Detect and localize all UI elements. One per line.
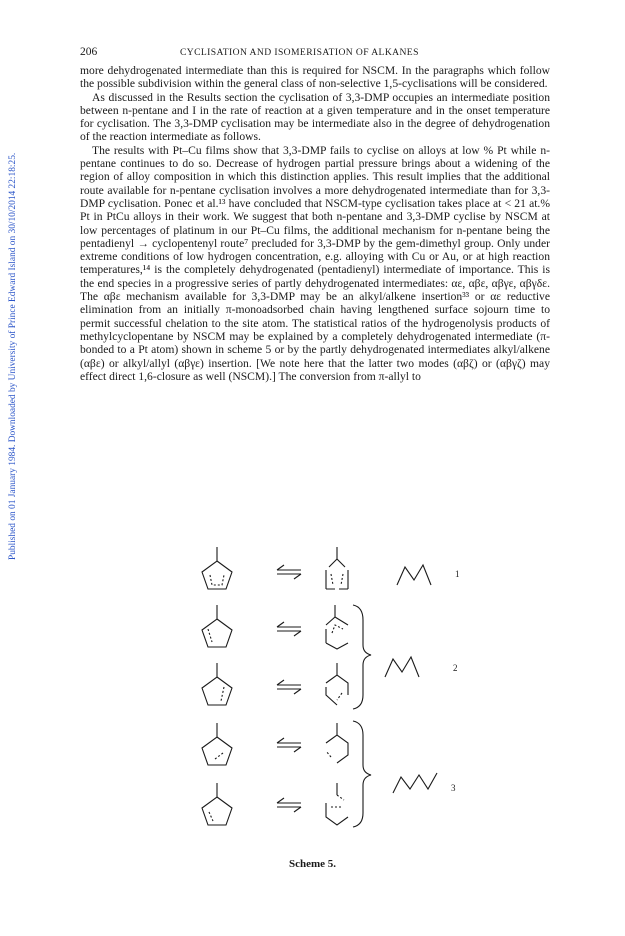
paragraph: As discussed in the Results section the cyclisation of 3,3-DMP occupies an intermediate position between n-pentane and I in the rate of reaction at a given temperature and in the onset temperature for cyclisation. The 3,3-DMP cyclisation may be intermediate also in the degree of dehydrogenation of the reaction intermediate as follows.: [80, 90, 550, 144]
equilibrium-arrow: [277, 798, 301, 812]
methylcyclopentane-structure: [202, 663, 232, 705]
brace-group-2: [353, 605, 371, 709]
alkyl-allyl-intermediate: [326, 723, 348, 763]
equilibrium-arrow: [277, 565, 301, 579]
pentadienyl-intermediate: [326, 547, 348, 589]
equilibrium-arrow: [277, 680, 301, 694]
running-head: CYCLISATION AND ISOMERISATION OF ALKANES: [180, 47, 419, 58]
alkane-zigzag-3: [393, 773, 437, 793]
methylcyclopentane-structure: [202, 783, 232, 825]
alkane-zigzag-2: [385, 657, 419, 677]
scheme-5-drawing: [185, 545, 485, 845]
methylcyclopentane-structure: [202, 605, 232, 647]
page-number: 206: [80, 46, 98, 58]
methylcyclopentane-structure: [202, 547, 232, 589]
equilibrium-arrow: [277, 738, 301, 752]
scheme-label: 2: [453, 663, 458, 673]
download-watermark-text: Published on 01 January 1984. Downloaded by University of Prince Edward Island on 30/10/2014 22:18:25.: [8, 152, 18, 560]
scheme-label: 3: [451, 783, 456, 793]
body-text: [80, 64, 550, 383]
figure-caption: Scheme 5.: [288, 858, 337, 870]
scheme-5-figure: [185, 545, 485, 845]
scheme-label: 1: [455, 569, 460, 579]
allyl-intermediate: [326, 605, 348, 649]
alkyl-alkene-intermediate: [326, 663, 348, 705]
alkane-zigzag-1: [397, 565, 431, 585]
paragraph: The results with Pt–Cu films show that 3,3-DMP fails to cyclise on alloys at low % Pt while n-pentane continues to do so. Decrease of hydrogen partial pressure brings about a widening of the region of alloy composition in which this distinction applies. This result implies that the additional route available for n-pentane cyclisation involves a more dehydrogenated intermediate than for 3,3-DMP cyclisation. Ponec et al.¹³ have concluded that NSCM-type cyclisation takes place at < 21 at.% Pt in PtCu alloys in their work. We suggest that both n-pentane and 3,3-DMP cyclise by NSCM at low percentages of platinum in our Pt–Cu films, the additional mechanism for n-pentane being the pentadienyl → cyclopentenyl route⁷ precluded for 3,3-DMP by the gem-dimethyl group. Only under extreme conditions of low hydrogen concentration, e.g. alloying with Cu or Au, or at high reaction temperatures,¹⁴ is the completely dehydrogenated (pentadienyl) intermediate of importance. This is the end species in a progressive series of partly dehydrogenated intermediates: αε, αβε, αβγε, αβγδε. The αβε mechanism available for 3,3-DMP may be an alkyl/alkene insertion³³ or αε reductive elimination from an initially π-monoadsorbed chain having lengthened surface sojourn time to permit successful chelation to the site atom. The statistical ratios of the hydrogenolysis products of methylcyclopentane by NSCM may be explained by a completely dehydrogenated intermediate (π-bonded to a Pt atom) shown in scheme 5 or by the partly dehydrogenated intermediates alkyl/alkene (αβε) or alkyl/allyl (αβγε) insertion. [We note here that the latter two modes (αβζ) or (αβγζ) may effect direct 1,6-closure as well (NSCM).] The conversion from π-allyl to: [80, 143, 550, 383]
dehydrogenated-chain-intermediate: [326, 783, 348, 825]
page-header: [80, 46, 550, 62]
paragraph: more dehydrogenated intermediate than this is required for NSCM. In the paragraphs which follow the possible subdivision within the general class of non-selective 1,5-cyclisations will be considered.: [80, 64, 550, 91]
equilibrium-arrow: [277, 622, 301, 636]
brace-group-3: [353, 721, 371, 827]
methylcyclopentane-structure: [202, 723, 232, 765]
download-watermark: [0, 0, 30, 936]
